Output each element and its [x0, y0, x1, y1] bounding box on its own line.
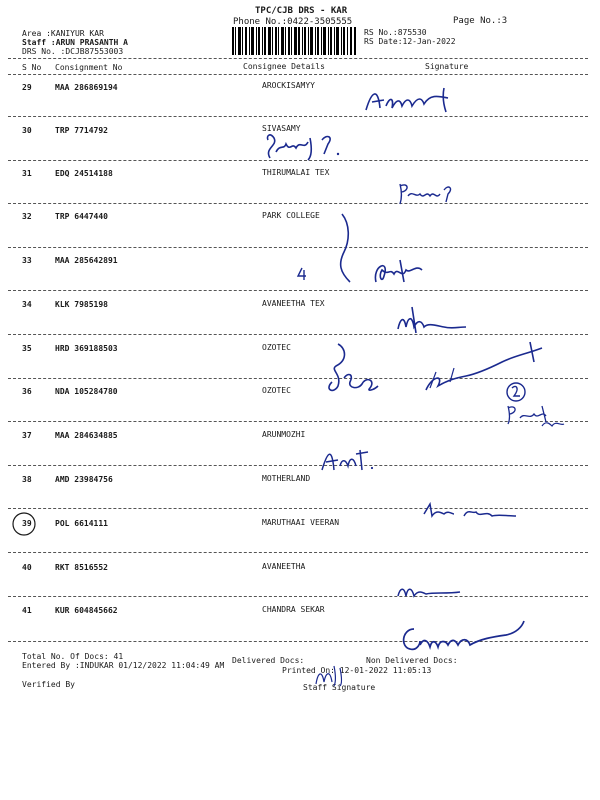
row-consignee: OZOTEC [262, 386, 291, 395]
non-delivered-docs: Non Delivered Docs: [366, 656, 458, 665]
row-sno: 41 [22, 606, 32, 615]
signature-29 [360, 84, 470, 120]
row-consignee: PARK COLLEGE [262, 211, 320, 220]
signature-32-33 [294, 210, 434, 290]
row-sno: 33 [22, 256, 32, 265]
col-consignee: Consignee Details [243, 62, 325, 71]
row-consignment: TRP 6447440 [55, 212, 108, 221]
staff-signature-label: Staff Signature [303, 683, 376, 692]
row-consignment: HRD 369188503 [55, 344, 118, 353]
row-divider [8, 334, 588, 335]
signature-30 [262, 128, 372, 164]
printed-on: Printed On: 12-01-2022 11:05:13 [282, 666, 432, 675]
row-consignee: ARUNMOZHI [262, 430, 306, 439]
row-consignment: RKT 8516552 [55, 563, 108, 572]
col-consignment: Consignment No [55, 63, 123, 72]
row-sno: 36 [22, 387, 32, 396]
signature-35-36 [320, 340, 580, 430]
page-number: Page No.:3 [453, 16, 508, 26]
signature-34 [394, 305, 474, 335]
row-sno: 40 [22, 563, 32, 572]
staff-signature-mark [312, 662, 352, 688]
row-divider [8, 290, 588, 291]
row-consignment: POL 6614111 [55, 519, 108, 528]
signature-41 [396, 615, 546, 659]
staff-field: Staff :ARUN PRASANTH A [22, 38, 128, 47]
row-consignment: MAA 286869194 [55, 83, 118, 92]
row-consignment: TRP 7714792 [55, 126, 108, 135]
phone-number: Phone No.:0422-3505555 [233, 17, 353, 27]
row-consignment: NDA 105284780 [55, 387, 118, 396]
row-sno: 30 [22, 126, 32, 135]
col-signature: Signature [425, 62, 469, 71]
row-consignment: EDQ 24514188 [55, 169, 113, 178]
row-sno: 39 [22, 519, 32, 528]
row-consignment: MAA 285642891 [55, 256, 118, 265]
row-consignee: MARUTHAAI VEERAN [262, 518, 340, 527]
row-sno: 37 [22, 431, 32, 440]
row-consignment: KUR 604845662 [55, 606, 118, 615]
row-consignee: SIVASAMY [262, 124, 301, 133]
row-sno: 38 [22, 475, 32, 484]
row-sno: 29 [22, 83, 32, 92]
signature-37 [318, 444, 378, 474]
row-divider [8, 116, 588, 117]
row-divider [8, 203, 588, 204]
row-consignee: AROCKISAMYY [262, 81, 315, 90]
area-field: Area :KANIYUR KAR [22, 29, 104, 38]
row-sno: 35 [22, 344, 32, 353]
row-sno: 34 [22, 300, 32, 309]
signature-31 [396, 178, 476, 206]
verified-by: Verified By [22, 680, 75, 689]
row-sno: 31 [22, 169, 32, 178]
row-divider [8, 552, 588, 553]
row-consignment: KLK 7985198 [55, 300, 108, 309]
row-consignment: MAA 284634885 [55, 431, 118, 440]
row-consignee: AVANEETHA TEX [262, 299, 325, 308]
row-consignee: CHANDRA SEKAR [262, 605, 325, 614]
delivered-docs: Delivered Docs: [232, 656, 305, 665]
rs-date: RS Date:12-Jan-2022 [364, 37, 456, 46]
header-divider [8, 58, 588, 59]
row-consignee: AVANEETHA [262, 562, 306, 571]
barcode [232, 27, 356, 55]
entered-by: Entered By :INDUKAR 01/12/2022 11:04:49 AM [22, 661, 225, 670]
rs-number: RS No.:875530 [364, 28, 427, 37]
row-divider [8, 596, 588, 597]
signature-40 [394, 578, 474, 602]
row-consignment: AMD 23984756 [55, 475, 113, 484]
header-divider-bottom [8, 74, 588, 75]
row-consignee: OZOTEC [262, 343, 291, 352]
col-sno: S No [22, 63, 42, 72]
drs-number: DRS No. :DCJB87553003 [22, 47, 124, 56]
row-consignee: MOTHERLAND [262, 474, 311, 483]
total-docs: Total No. Of Docs: 41 [22, 652, 124, 661]
row-sno: 32 [22, 212, 32, 221]
report-title: TPC/CJB DRS - KAR [255, 6, 348, 16]
signature-39 [420, 500, 530, 524]
row-divider [8, 465, 588, 466]
row-consignee: THIRUMALAI TEX [262, 168, 330, 177]
